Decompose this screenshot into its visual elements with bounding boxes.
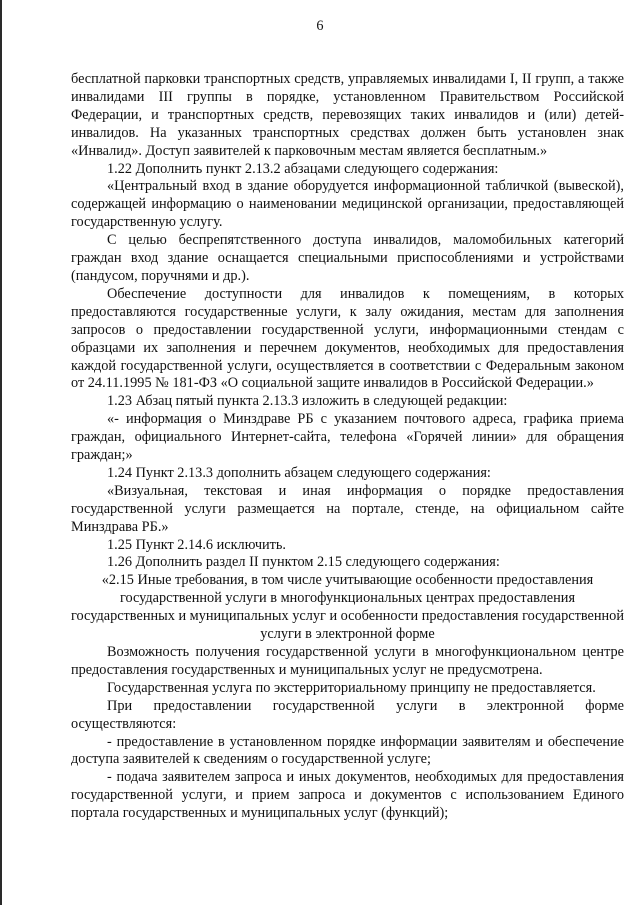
paragraph-accessibility: Обеспечение доступности для инвалидов к помещениям, в которых предоставляются государственные услуги, к залу ожидания, местам для заполнения запросов о предоставлении государственной услуги, информационными стендам с образцами их заполнения и перечнем документов, необходимых для предоставления каждой государственной услуги, осуществляется в соответствии с Федеральным законом от 24.11.1995 № 181-ФЗ «О социальной защите инвалидов в Российской Федерации.» bbox=[71, 285, 624, 392]
paragraph-barrier-free-access: С целью беспрепятственного доступа инвалидов, маломобильных категорий граждан вход здание оснащается специальными приспособлениями и устройствами (пандусом, поручнями и др.). bbox=[71, 232, 624, 284]
page-number: 6 bbox=[316, 18, 324, 34]
paragraph-item-1-25: 1.25 Пункт 2.14.6 исключить. bbox=[107, 536, 287, 553]
paragraph-item-1-22: 1.22 Дополнить пункт 2.13.2 абзацами следующего содержания: bbox=[107, 160, 499, 177]
paragraph-ministry-info: «- информация о Минздраве РБ с указанием почтового адреса, графика приема граждан, официального Интернет-сайта, телефона «Горячей линии» для обращения граждан;» bbox=[71, 411, 624, 464]
paragraph-item-1-26: 1.26 Дополнить раздел II пунктом 2.15 следующего содержания: bbox=[107, 554, 500, 571]
document-body bbox=[71, 71, 624, 823]
paragraph-mfc-unavailable: Возможность получения государственной услуги в многофункциональном центре предоставления государственных и муниципальных услуг не предусмотрена. bbox=[71, 644, 624, 678]
paragraph-item-1-23: 1.23 Абзац пятый пункта 2.13.3 изложить в следующей редакции: bbox=[107, 393, 508, 410]
paragraph-extraterritorial: Государственная услуга по экстерриториальному принципу не предоставляется. bbox=[107, 679, 596, 696]
scan-edge-line bbox=[0, 0, 2, 905]
list-item-information: - предоставление в установленном порядке информации заявителям и обеспечение доступа заявителей к сведениям о государственной услуге; bbox=[71, 733, 624, 768]
paragraph-central-entrance: «Центральный вход в здание оборудуется информационной табличкой (вывеской), содержащей информацию о наименовании медицинской организации, предоставляющей государственную услугу. bbox=[71, 178, 624, 231]
paragraph-electronic-form: При предоставлении государственной услуги в электронной форме осуществляются: bbox=[71, 697, 624, 732]
paragraph-visual-info: «Визуальная, текстовая и иная информация о порядке предоставления государственной услуги размещается на портале, стенде, на официальном сайте Минздрава РБ.» bbox=[71, 482, 624, 535]
paragraph-item-1-24: 1.24 Пункт 2.13.3 дополнить абзацем следующего содержания: bbox=[107, 464, 491, 481]
paragraph-parking: бесплатной парковки транспортных средств, управляемых инвалидами I, II групп, а также инвалидами III группы в порядке, установленном Правительством Российской Федерации, и транспортных средств, перевозящих таких инвалидов и (или) детей-инвалидов. На указанных транспортных средствах должен быть установлен знак «Инвалид». Доступ заявителей к парковочным местам является бесплатным.» bbox=[71, 71, 624, 159]
list-item-submission: - подача заявителем запроса и иных документов, необходимых для предоставления государственной услуги, и прием запроса и документов с использованием Единого портала государственных и муниципальных услуг (функций); bbox=[71, 769, 624, 822]
section-heading-2-15: «2.15 Иные требования, в том числе учитывающие особенности предоставления государственной услуги в многофункциональных центрах предоставления государственных и муниципальных услуг и особенности предоставления государственной услуги в электронной форме bbox=[71, 572, 624, 643]
